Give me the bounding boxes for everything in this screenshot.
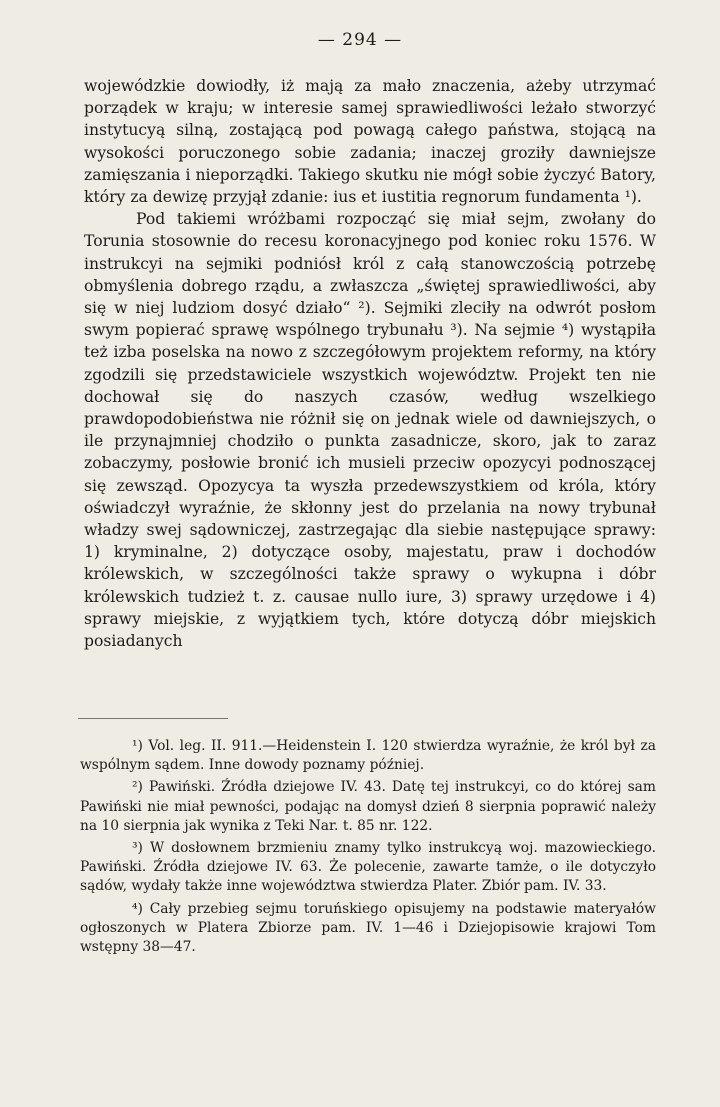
paragraph-continuation: wojewódzkie dowiodły, iż mają za mało znaczenia, ażeby utrzymać porządek w kraju; w interesie samej sprawiedliwości leżało stworzyć instytucyą silną, zostającą pod powagą całego państwa, stojącą na wysokości poruczonego sobie zadania; inaczej groziły dawniejsze zamięszania i nieporządki. Takiego skutku nie mógł sobie życzyć Batory, który za dewizę przyjął zdanie: ius et iustitia regnorum fundamenta ¹).: [84, 77, 656, 207]
main-text: [84, 75, 656, 652]
paragraph-sejm-torun: Pod takiemi wróżbami rozpocząć się miał sejm, zwołany do Torunia stosownie do recesu koronacyjnego pod koniec roku 1576. W instrukcyi na sejmiki podniósł król z całą stanowczością potrzebę obmyślenia dobrego rządu, a zwłaszcza „świętej sprawiedliwości, aby się w niej ludziom dosyć działo“ ²). Sejmiki zleciły na odwrót posłom swym popierać sprawę wspólnego trybunału ³). Na sejmie ⁴) wystąpiła też izba poselska na nowo z szczegółowym projektem reformy, na który zgodzili się przedstawiciele wszystkich województw. Projekt ten nie dochował się do naszych czasów, według wszelkiego prawdopodobieństwa nie różnił się on jednak wiele od dawniejszych, o ile przynajmniej chodziło o punkta zasadnicze, skoro, jak to zaraz zobaczymy, posłowie bronić ich musieli przeciw opozycyi podnoszącej się zewsząd. Opozycya ta wyszła przedewszystkiem od króla, który oświadczył wyraźnie, że skłonny jest do przelania na nowy trybunał władzy swej sądowniczej, zastrzegając dla siebie następujące sprawy: 1) kryminalne, 2) dotyczące osoby, majestatu, praw i dochodów królewskich, w szczególności także sprawy o wykupna i dóbr królewskich tudzież t. z. causae nullo iure, 3) sprawy urzędowe i 4) sprawy miejskie, z wyjątkiem tych, które dotyczą dóbr miejskich posiadanych: [84, 210, 656, 651]
footnote-3: ³) W dosłownem brzmieniu znamy tylko instrukcyą woj. mazowieckiego. Pawiński. Źródła dziejowe IV. 63. Że polecenie, zawarte tamże, o ile dotyczyło sądów, wydały także inne województwa stwierdza Plater. Zbiór pam. IV. 33.: [80, 840, 656, 895]
page-number: — 294 —: [317, 30, 403, 50]
footnote-1: ¹) Vol. leg. II. 911.—Heidenstein I. 120 stwierdza wyraźnie, że król był za wspólnym sądem. Inne dowody poznamy później.: [80, 738, 656, 774]
footnote-separator: [78, 718, 228, 719]
footnote-2: ²) Pawiński. Źródła dziejowe IV. 43. Datę tej instrukcyi, co do której sam Pawiński nie miał pewności, podając na domysł dzień 8 sierpnia poprawić należy na 10 sierpnia jak wynika z Teki Nar. t. 85 nr. 122.: [80, 779, 656, 834]
footnotes: [80, 737, 656, 960]
footnote-4: ⁴) Cały przebieg sejmu toruńskiego opisujemy na podstawie materyałów ogłoszonych w Platera Zbiorze pam. IV. 1—46 i Dziejopisowie krajowi Tom wstępny 38—47.: [80, 900, 656, 956]
